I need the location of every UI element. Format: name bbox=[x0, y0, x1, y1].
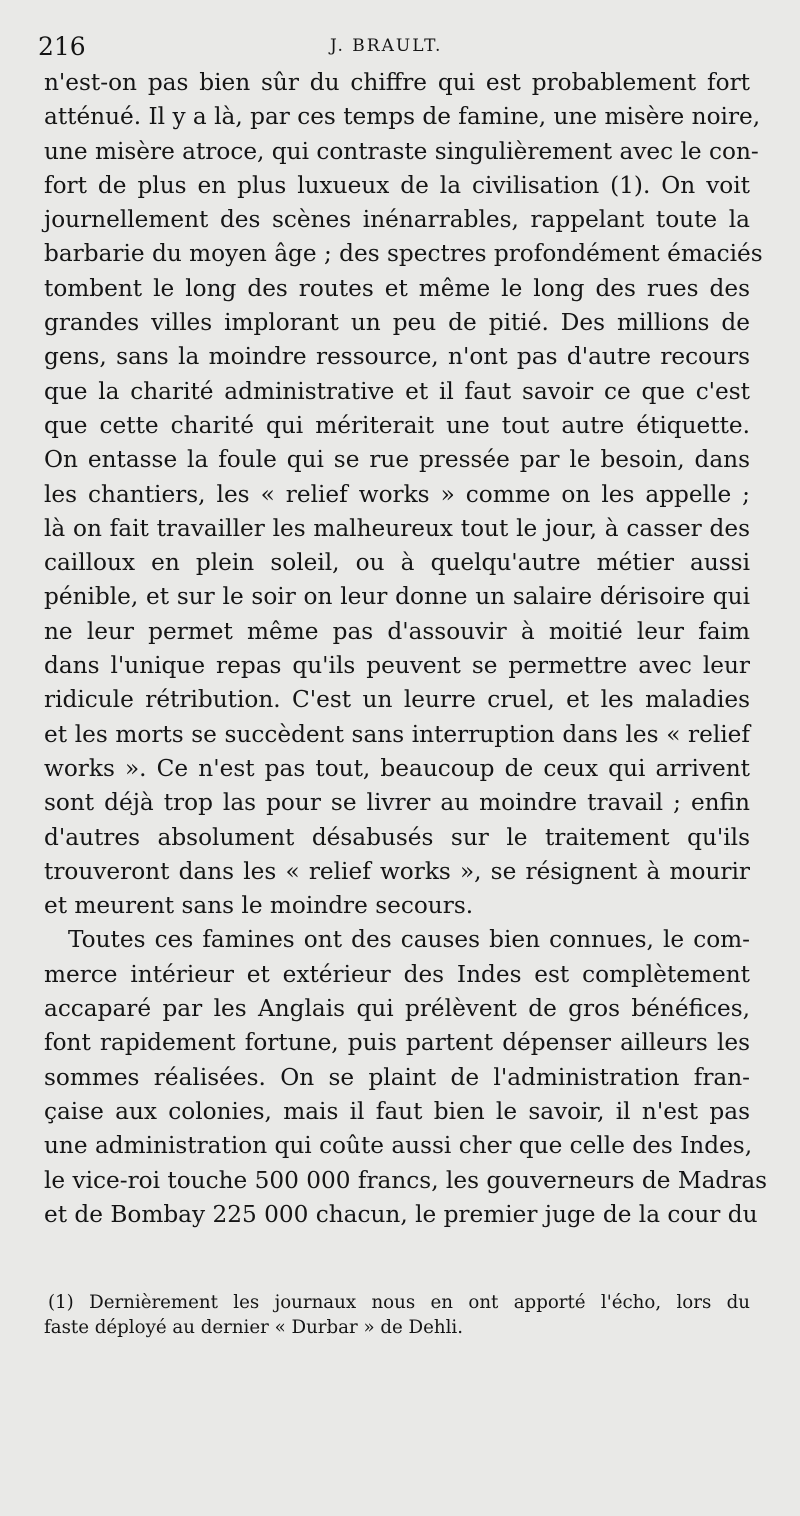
footnote bbox=[44, 1290, 750, 1340]
text-line: accaparé par les Anglais qui prélèvent de gros bénéfices, bbox=[44, 995, 750, 1023]
paragraph bbox=[44, 66, 763, 923]
text-line: grandes villes implorant un peu de pitié. Des millions de bbox=[44, 309, 750, 337]
text-line: que cette charité qui mériterait une tout autre étiquette. bbox=[44, 411, 750, 439]
text-line: et meurent sans le moindre secours. bbox=[44, 892, 474, 920]
text-line: une administration qui coûte aussi cher que celle des Indes, bbox=[44, 1132, 753, 1160]
text-line: çaise aux colonies, mais il faut bien le savoir, il n'est pas bbox=[44, 1097, 750, 1125]
text-line: trouveront dans les « relief works », se résignent à mourir bbox=[44, 857, 750, 885]
footnote-line: faste déployé au dernier « Durbar » de Dehli. bbox=[44, 1317, 464, 1338]
text-line: que la charité administrative et il faut savoir ce que c'est bbox=[44, 377, 750, 405]
text-line: font rapidement fortune, puis partent dépenser ailleurs les bbox=[44, 1029, 750, 1057]
text-line: sommes réalisées. On se plaint de l'administration fran- bbox=[44, 1063, 750, 1091]
text-line: On entasse la foule qui se rue pressée par le besoin, dans bbox=[44, 446, 750, 474]
paragraph bbox=[44, 923, 768, 1232]
text-line: Toutes ces famines ont des causes bien connues, le com- bbox=[68, 926, 750, 954]
body-text bbox=[44, 66, 768, 1232]
text-line: n'est-on pas bien sûr du chiffre qui est probablement fort bbox=[44, 69, 750, 96]
footnote-line: (1) Dernièrement les journaux nous en ont apporté l'écho, lors du bbox=[48, 1292, 750, 1313]
text-line: et de Bombay 225 000 chacun, le premier juge de la cour du bbox=[44, 1200, 758, 1228]
text-line: et les morts se succèdent sans interruption dans les « relief bbox=[44, 720, 750, 748]
text-line: ne leur permet même pas d'assouvir à moitié leur faim bbox=[44, 617, 750, 645]
text-line: là on fait travailler les malheureux tout le jour, à casser des bbox=[44, 514, 750, 542]
text-line: une misère atroce, qui contraste singulièrement avec le con- bbox=[44, 137, 759, 165]
text-line: merce intérieur et extérieur des Indes est complètement bbox=[44, 960, 750, 988]
text-line: fort de plus en plus luxueux de la civilisation (1). On voit bbox=[44, 171, 750, 199]
text-line: les chantiers, les « relief works » comme on les appelle ; bbox=[44, 480, 750, 508]
footnotes bbox=[44, 1290, 750, 1340]
page-number: 216 bbox=[38, 32, 86, 61]
text-line: journellement des scènes inénarrables, rappelant toute la bbox=[44, 206, 750, 234]
text-line: works ». Ce n'est pas tout, beaucoup de ceux qui arrivent bbox=[44, 754, 750, 782]
text-line: gens, sans la moindre ressource, n'ont pas d'autre recours bbox=[44, 343, 750, 371]
text-line: pénible, et sur le soir on leur donne un salaire dérisoire qui bbox=[44, 583, 750, 611]
text-line: ridicule rétribution. C'est un leurre cruel, et les maladies bbox=[44, 686, 750, 714]
text-line: dans l'unique repas qu'ils peuvent se permettre avec leur bbox=[44, 652, 750, 680]
text-line: atténué. Il y a là, par ces temps de famine, une misère noire, bbox=[44, 103, 761, 131]
text-line: barbarie du moyen âge ; des spectres profondément émaciés bbox=[44, 240, 763, 268]
text-line: tombent le long des routes et même le long des rues des bbox=[44, 274, 750, 302]
page-header bbox=[38, 28, 758, 68]
text-line: cailloux en plein soleil, ou à quelqu'autre métier aussi bbox=[44, 549, 750, 577]
text-line: sont déjà trop las pour se livrer au moindre travail ; enfin bbox=[44, 789, 750, 817]
running-head: J. BRAULT. bbox=[330, 36, 443, 56]
text-line: le vice-roi touche 500 000 francs, les gouverneurs de Madras bbox=[44, 1166, 768, 1194]
text-line: d'autres absolument désabusés sur le traitement qu'ils bbox=[44, 823, 750, 851]
